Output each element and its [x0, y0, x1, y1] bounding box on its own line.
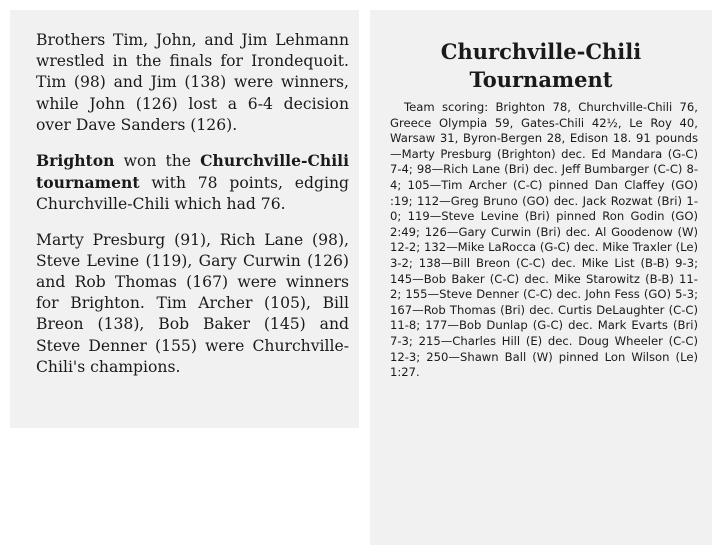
results-text [384, 100, 698, 381]
left-article-clipping [10, 10, 359, 428]
text-points: with 78 points, edging Churchville-Chili which had 76. [36, 174, 349, 214]
right-article-clipping [370, 10, 712, 545]
results-body: Team scoring: Brighton 78, Churchville-Chili 76, Greece Olympia 59, Gates-Chili 42½, Le Roy 40, Warsaw 31, Byron-Bergen 28, Edison 18. 91 pounds—Marty Presburg (Brighton) dec. Ed Mandara (G-C) 7-4; 98—Rich Lane (Bri) dec. Jeff Bumbarger (C-C) 8-4; 105—Tim Archer (C-C) pinned Dan Claffey (GO) :19; 112—Greg Bruno (GO) dec. Jack Rozwat (Bri) 1-0; 119—Steve Levine (Bri) pinned Ron Godin (GO) 2:49; 126—Gary Curwin (Bri) dec. Al Goodenow (W) 12-2; 132—Mike LaRocca (G-C) dec. Mike Traxler (Le) 3-2; 138—Bill Breon (C-C) dec. Mike List (B-B) 9-3; 145—Bob Baker (C-C) dec. Mike Starowitz (B-B) 11-2; 155—Steve Denner (C-C) dec. John Fess (GO) 5-3; 167—Rob Thomas (Bri) dec. Curtis DeLaughter (C-C) 11-8; 177—Bob Dunlap (G-C) dec. Mark Evarts (Bri) 7-3; 215—Charles Hill (E) dec. Doug Wheeler (C-C) 12-3; 250—Shawn Ball (W) pinned Lon Wilson (Le) 1:27. [390, 100, 698, 380]
bold-tournament: Churchville-Chili tournament [36, 151, 349, 193]
paragraph-winners: Marty Presburg (91), Rich Lane (98), Steve Levine (119), Gary Curwin (126) and Rob Thomas (167) were winners for Brighton. Tim Archer (105), Bill Breon (138), Bob Baker (145) and Steve Denner (155) were Churchville-Chili's champions. [36, 230, 349, 376]
paragraph-brighton-wins [36, 150, 349, 216]
text-won-the: won the [114, 152, 201, 171]
headline-line-2: Tournament [469, 67, 613, 92]
paragraph-lehmann-brothers: Brothers Tim, John, and Jim Lehmann wrestled in the finals for Irondequoit. Tim (98) and Jim (138) were winners, while John (126) lost a 6-4 decision over Dave Sanders (126). [36, 31, 349, 134]
headline [384, 38, 698, 94]
headline-line-1: Churchville-Chili [440, 39, 642, 64]
bold-brighton: Brighton [36, 151, 115, 171]
